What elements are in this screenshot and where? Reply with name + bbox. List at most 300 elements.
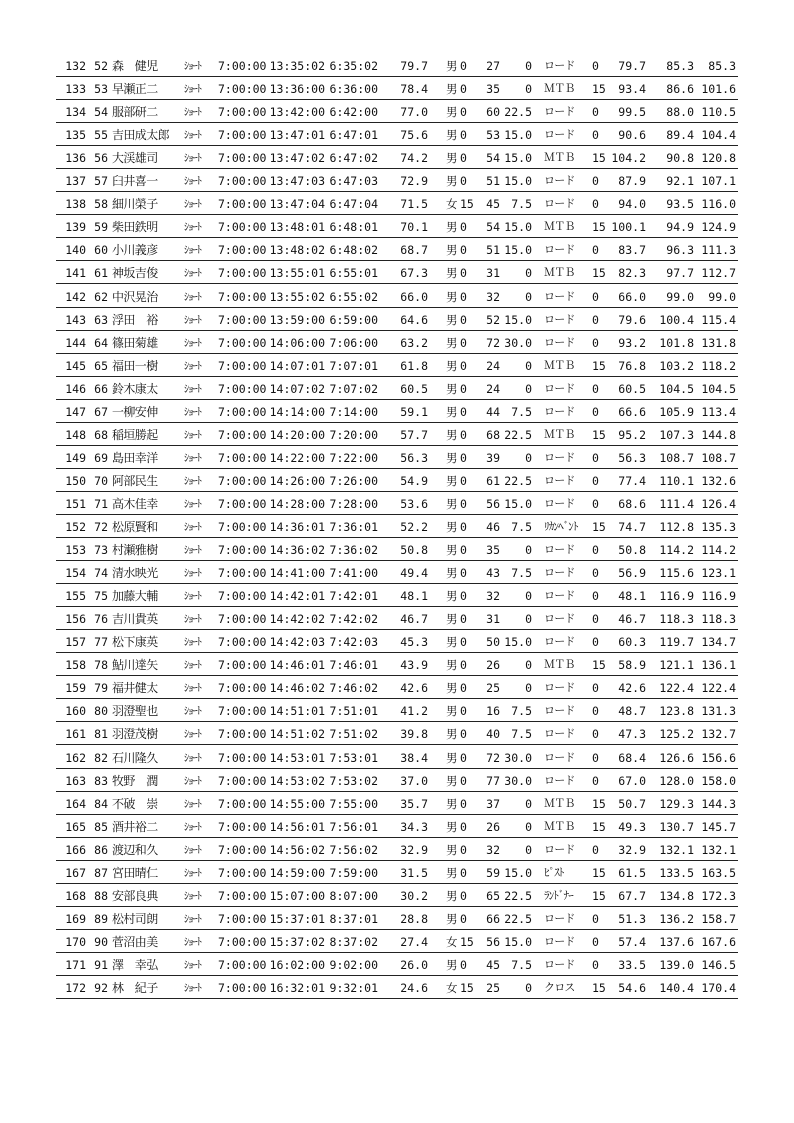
cell-record: 30.2 bbox=[400, 888, 428, 903]
cell-sex: 男 bbox=[446, 888, 458, 903]
cell-age-bonus: 0 bbox=[525, 819, 532, 834]
cell-age: 35 bbox=[486, 543, 500, 558]
cell-age: 44 bbox=[486, 404, 500, 419]
cell-age: 66 bbox=[486, 911, 500, 926]
cell-rank: 84 bbox=[94, 796, 108, 811]
cell-time: 7:51:01 bbox=[329, 704, 378, 719]
cell-start: 7:00:00 bbox=[218, 335, 267, 350]
cell-total: 120.8 bbox=[701, 151, 736, 166]
cell-total: 158.0 bbox=[701, 773, 736, 788]
cell-sex: 女 bbox=[446, 934, 458, 949]
cell-record: 41.2 bbox=[400, 704, 428, 719]
cell-time: 7:07:02 bbox=[329, 381, 378, 396]
cell-rank: 77 bbox=[94, 635, 108, 650]
cell-sex: 男 bbox=[446, 450, 458, 465]
cell-score-b: 123.8 bbox=[659, 704, 694, 719]
cell-rank: 87 bbox=[94, 865, 108, 880]
cell-rank: 67 bbox=[94, 404, 108, 419]
cell-age: 56 bbox=[486, 496, 500, 511]
cell-sex: 男 bbox=[446, 773, 458, 788]
cell-sex: 男 bbox=[446, 796, 458, 811]
cell-name: 松下康英 bbox=[112, 635, 158, 650]
cell-score-a: 82.3 bbox=[618, 266, 646, 281]
cell-name: 林 紀子 bbox=[112, 981, 158, 995]
cell-start: 7:00:00 bbox=[218, 543, 267, 558]
cell-time: 6:55:01 bbox=[329, 266, 378, 281]
cell-age-bonus: 15.0 bbox=[504, 934, 532, 949]
cell-total: 146.5 bbox=[701, 957, 736, 972]
table-row bbox=[56, 605, 738, 630]
cell-sex-bonus: 0 bbox=[460, 681, 467, 696]
cell-sex-bonus: 0 bbox=[460, 59, 467, 73]
cell-category: ｼｮｰﾄ bbox=[184, 152, 201, 165]
cell-total: 108.7 bbox=[701, 450, 736, 465]
cell-age-bonus: 15.0 bbox=[504, 312, 532, 327]
cell-category: ｼｮｰﾄ bbox=[184, 728, 201, 741]
cell-total: 163.5 bbox=[701, 865, 736, 880]
cell-start: 7:00:00 bbox=[218, 612, 267, 627]
cell-category: ｼｮｰﾄ bbox=[184, 958, 201, 971]
cell-overall-rank: 139 bbox=[65, 220, 86, 235]
cell-time: 6:35:02 bbox=[329, 59, 378, 73]
cell-bike: クロス bbox=[544, 981, 575, 994]
cell-start: 7:00:00 bbox=[218, 888, 267, 903]
cell-age-bonus: 7.5 bbox=[511, 704, 532, 719]
cell-score-b: 116.9 bbox=[659, 589, 694, 604]
cell-name: 高木佳幸 bbox=[112, 496, 158, 511]
cell-start: 7:00:00 bbox=[218, 243, 267, 258]
cell-total: 144.3 bbox=[701, 796, 736, 811]
cell-record: 67.3 bbox=[400, 266, 428, 281]
cell-total: 115.4 bbox=[701, 312, 736, 327]
table-row bbox=[56, 167, 738, 192]
cell-bike-bonus: 0 bbox=[592, 934, 599, 949]
cell-bike-bonus: 0 bbox=[592, 174, 599, 189]
cell-record: 52.2 bbox=[400, 520, 428, 534]
cell-record: 75.6 bbox=[400, 128, 428, 143]
cell-record: 38.4 bbox=[400, 750, 428, 765]
cell-score-a: 83.7 bbox=[618, 243, 646, 258]
cell-name: 菅沼由美 bbox=[112, 934, 158, 949]
cell-score-a: 99.5 bbox=[618, 105, 646, 120]
cell-sex: 男 bbox=[446, 566, 458, 581]
cell-bike: ＭＴＢ bbox=[544, 82, 575, 96]
cell-score-a: 104.2 bbox=[611, 151, 646, 166]
cell-age: 54 bbox=[486, 220, 500, 235]
cell-rank: 52 bbox=[94, 59, 108, 73]
cell-category: ｼｮｰﾄ bbox=[184, 544, 201, 557]
cell-sex-bonus: 0 bbox=[460, 128, 467, 143]
cell-name: 稲垣勝起 bbox=[112, 427, 158, 442]
cell-bike-bonus: 15 bbox=[592, 981, 606, 995]
cell-overall-rank: 150 bbox=[65, 473, 86, 488]
cell-score-a: 67.0 bbox=[618, 773, 646, 788]
cell-category: ｼｮｰﾄ bbox=[184, 497, 201, 510]
cell-sex-bonus: 0 bbox=[460, 658, 467, 673]
cell-time: 7:42:03 bbox=[329, 635, 378, 650]
cell-goal: 15:37:01 bbox=[269, 911, 325, 926]
cell-bike: ロード bbox=[544, 335, 575, 349]
cell-age-bonus: 7.5 bbox=[511, 957, 532, 972]
table-row bbox=[56, 398, 738, 423]
cell-sex-bonus: 15 bbox=[460, 981, 474, 995]
cell-time: 6:47:03 bbox=[329, 174, 378, 189]
cell-total: 123.1 bbox=[701, 566, 736, 581]
cell-bike-bonus: 0 bbox=[592, 289, 599, 304]
cell-bike-bonus: 0 bbox=[592, 957, 599, 972]
cell-sex: 男 bbox=[446, 381, 458, 396]
cell-sex: 女 bbox=[446, 981, 458, 995]
table-row bbox=[56, 352, 738, 377]
cell-name: 松原賢和 bbox=[112, 520, 158, 534]
cell-start: 7:00:00 bbox=[218, 289, 267, 304]
cell-age-bonus: 0 bbox=[525, 842, 532, 857]
cell-overall-rank: 141 bbox=[65, 266, 86, 281]
cell-score-a: 77.4 bbox=[618, 473, 646, 488]
cell-bike-bonus: 15 bbox=[592, 658, 606, 673]
cell-bike: ロード bbox=[544, 450, 575, 464]
cell-age: 32 bbox=[486, 589, 500, 604]
cell-age-bonus: 0 bbox=[525, 82, 532, 97]
table-row bbox=[56, 628, 738, 653]
table-row bbox=[56, 790, 738, 815]
cell-name: 森 健児 bbox=[112, 59, 158, 73]
cell-category: ｼｮｰﾄ bbox=[184, 336, 201, 349]
cell-time: 7:36:01 bbox=[329, 520, 378, 534]
cell-score-b: 111.4 bbox=[659, 496, 694, 511]
cell-overall-rank: 164 bbox=[65, 796, 86, 811]
cell-rank: 78 bbox=[94, 658, 108, 673]
cell-sex: 男 bbox=[446, 312, 458, 327]
cell-category: ｼｮｰﾄ bbox=[184, 659, 201, 672]
cell-score-b: 115.6 bbox=[659, 566, 694, 581]
cell-score-b: 92.1 bbox=[666, 174, 694, 189]
cell-score-b: 100.4 bbox=[659, 312, 694, 327]
cell-age: 25 bbox=[486, 681, 500, 696]
cell-record: 56.3 bbox=[400, 450, 428, 465]
cell-time: 7:56:01 bbox=[329, 819, 378, 834]
cell-age: 37 bbox=[486, 796, 500, 811]
cell-sex-bonus: 0 bbox=[460, 174, 467, 189]
cell-time: 7:36:02 bbox=[329, 543, 378, 558]
cell-bike: ロード bbox=[544, 404, 575, 418]
cell-age-bonus: 0 bbox=[525, 450, 532, 465]
cell-score-a: 68.6 bbox=[618, 496, 646, 511]
cell-score-a: 93.2 bbox=[618, 335, 646, 350]
cell-bike: ロード bbox=[544, 566, 575, 580]
cell-record: 70.1 bbox=[400, 220, 428, 235]
cell-age-bonus: 22.5 bbox=[504, 911, 532, 926]
cell-bike: ロード bbox=[544, 635, 575, 649]
cell-rank: 66 bbox=[94, 381, 108, 396]
cell-age: 77 bbox=[486, 773, 500, 788]
cell-age: 50 bbox=[486, 635, 500, 650]
cell-time: 8:37:02 bbox=[329, 934, 378, 949]
cell-name: 福井健太 bbox=[112, 681, 158, 696]
cell-bike-bonus: 0 bbox=[592, 243, 599, 258]
cell-rank: 81 bbox=[94, 727, 108, 742]
cell-bike: ＭＴＢ bbox=[544, 819, 575, 833]
cell-score-b: 93.5 bbox=[666, 197, 694, 212]
cell-time: 6:48:02 bbox=[329, 243, 378, 258]
cell-score-a: 56.9 bbox=[618, 566, 646, 581]
cell-start: 7:00:00 bbox=[218, 658, 267, 673]
cell-record: 72.9 bbox=[400, 174, 428, 189]
cell-age: 54 bbox=[486, 151, 500, 166]
cell-overall-rank: 149 bbox=[65, 450, 86, 465]
cell-age-bonus: 0 bbox=[525, 681, 532, 696]
cell-time: 7:07:01 bbox=[329, 358, 378, 373]
cell-record: 60.5 bbox=[400, 381, 428, 396]
cell-sex-bonus: 0 bbox=[460, 358, 467, 373]
cell-category: ｼｮｰﾄ bbox=[184, 935, 201, 948]
cell-goal: 13:42:00 bbox=[269, 105, 325, 120]
cell-record: 39.8 bbox=[400, 727, 428, 742]
cell-overall-rank: 147 bbox=[65, 404, 86, 419]
cell-bike: ロード bbox=[544, 681, 575, 695]
cell-score-a: 57.4 bbox=[618, 934, 646, 949]
cell-goal: 13:47:04 bbox=[269, 197, 325, 212]
cell-time: 6:55:02 bbox=[329, 289, 378, 304]
cell-age: 32 bbox=[486, 842, 500, 857]
cell-sex: 男 bbox=[446, 496, 458, 511]
cell-age-bonus: 15.0 bbox=[504, 220, 532, 235]
cell-bike-bonus: 0 bbox=[592, 105, 599, 120]
cell-bike: ロード bbox=[544, 612, 575, 626]
cell-age-bonus: 15.0 bbox=[504, 128, 532, 143]
cell-category: ｼｮｰﾄ bbox=[184, 290, 201, 303]
table-row bbox=[56, 582, 738, 607]
cell-bike: ロード bbox=[544, 59, 575, 72]
cell-name: 阿部民生 bbox=[112, 473, 158, 488]
cell-overall-rank: 144 bbox=[65, 335, 86, 350]
cell-time: 7:42:01 bbox=[329, 589, 378, 604]
cell-goal: 14:22:00 bbox=[269, 450, 325, 465]
cell-goal: 14:59:00 bbox=[269, 865, 325, 880]
cell-sex: 男 bbox=[446, 59, 458, 73]
cell-total: 116.9 bbox=[701, 589, 736, 604]
cell-overall-rank: 140 bbox=[65, 243, 86, 258]
cell-record: 61.8 bbox=[400, 358, 428, 373]
cell-bike-bonus: 0 bbox=[592, 450, 599, 465]
table-row bbox=[56, 144, 738, 169]
cell-score-b: 90.8 bbox=[666, 151, 694, 166]
cell-sex-bonus: 0 bbox=[460, 82, 467, 97]
cell-name: 澤 幸弘 bbox=[112, 957, 158, 972]
cell-overall-rank: 138 bbox=[65, 197, 86, 212]
cell-overall-rank: 137 bbox=[65, 174, 86, 189]
cell-score-b: 121.1 bbox=[659, 658, 694, 673]
cell-name: 渡辺和久 bbox=[112, 842, 158, 857]
cell-rank: 54 bbox=[94, 105, 108, 120]
cell-record: 35.7 bbox=[400, 796, 428, 811]
cell-bike-bonus: 15 bbox=[592, 151, 606, 166]
cell-score-b: 107.3 bbox=[659, 427, 694, 442]
cell-bike-bonus: 15 bbox=[592, 888, 606, 903]
cell-name: 服部研二 bbox=[112, 105, 158, 120]
cell-record: 46.7 bbox=[400, 612, 428, 627]
cell-overall-rank: 172 bbox=[65, 981, 86, 995]
cell-name: 吉川貴英 bbox=[112, 612, 158, 627]
cell-score-a: 74.7 bbox=[618, 520, 646, 534]
cell-sex-bonus: 0 bbox=[460, 335, 467, 350]
cell-rank: 60 bbox=[94, 243, 108, 258]
cell-goal: 14:51:02 bbox=[269, 727, 325, 742]
cell-age-bonus: 0 bbox=[525, 59, 532, 73]
cell-category: ｼｮｰﾄ bbox=[184, 705, 201, 718]
cell-sex: 男 bbox=[446, 704, 458, 719]
cell-age-bonus: 7.5 bbox=[511, 520, 532, 534]
cell-age: 46 bbox=[486, 520, 500, 534]
cell-start: 7:00:00 bbox=[218, 358, 267, 373]
cell-record: 71.5 bbox=[400, 197, 428, 212]
cell-bike: ＭＴＢ bbox=[544, 658, 575, 672]
cell-sex: 男 bbox=[446, 589, 458, 604]
cell-sex-bonus: 0 bbox=[460, 865, 467, 880]
cell-category: ｼｮｰﾄ bbox=[184, 428, 201, 441]
cell-rank: 58 bbox=[94, 197, 108, 212]
cell-bike: ロード bbox=[544, 842, 575, 856]
cell-sex: 男 bbox=[446, 128, 458, 143]
cell-score-b: 94.9 bbox=[666, 220, 694, 235]
cell-total: 167.6 bbox=[701, 934, 736, 949]
cell-sex-bonus: 0 bbox=[460, 566, 467, 581]
cell-record: 53.6 bbox=[400, 496, 428, 511]
cell-sex-bonus: 0 bbox=[460, 888, 467, 903]
cell-score-b: 132.1 bbox=[659, 842, 694, 857]
cell-bike-bonus: 15 bbox=[592, 266, 606, 281]
cell-age: 59 bbox=[486, 865, 500, 880]
cell-rank: 53 bbox=[94, 82, 108, 97]
cell-overall-rank: 171 bbox=[65, 957, 86, 972]
cell-age: 26 bbox=[486, 819, 500, 834]
cell-goal: 15:37:02 bbox=[269, 934, 325, 949]
cell-bike-bonus: 0 bbox=[592, 704, 599, 719]
cell-total: 104.5 bbox=[701, 381, 736, 396]
cell-goal: 13:36:00 bbox=[269, 82, 325, 97]
cell-goal: 15:07:00 bbox=[269, 888, 325, 903]
cell-name: 浮田 裕 bbox=[112, 312, 158, 327]
cell-age-bonus: 30.0 bbox=[504, 773, 532, 788]
cell-score-a: 42.6 bbox=[618, 681, 646, 696]
cell-rank: 57 bbox=[94, 174, 108, 189]
cell-record: 42.6 bbox=[400, 681, 428, 696]
cell-start: 7:00:00 bbox=[218, 589, 267, 604]
cell-rank: 64 bbox=[94, 335, 108, 350]
cell-goal: 14:07:02 bbox=[269, 381, 325, 396]
table-row bbox=[56, 75, 738, 100]
cell-age-bonus: 0 bbox=[525, 981, 532, 995]
cell-time: 8:37:01 bbox=[329, 911, 378, 926]
table-row bbox=[56, 951, 738, 976]
cell-sex: 男 bbox=[446, 658, 458, 673]
cell-start: 7:00:00 bbox=[218, 773, 267, 788]
cell-total: 118.3 bbox=[701, 612, 736, 627]
cell-rank: 83 bbox=[94, 773, 108, 788]
cell-bike-bonus: 0 bbox=[592, 312, 599, 327]
cell-time: 7:20:00 bbox=[329, 427, 378, 442]
cell-goal: 14:41:00 bbox=[269, 566, 325, 581]
cell-bike-bonus: 0 bbox=[592, 335, 599, 350]
cell-bike: ロード bbox=[544, 589, 575, 603]
cell-time: 7:46:01 bbox=[329, 658, 378, 673]
cell-time: 6:36:00 bbox=[329, 82, 378, 97]
cell-bike: ロード bbox=[544, 128, 575, 142]
table-row bbox=[56, 536, 738, 561]
cell-score-b: 104.5 bbox=[659, 381, 694, 396]
cell-name: 安部良典 bbox=[112, 888, 158, 903]
cell-overall-rank: 163 bbox=[65, 773, 86, 788]
cell-bike-bonus: 0 bbox=[592, 543, 599, 558]
cell-name: 羽澄聖也 bbox=[112, 704, 158, 719]
cell-total: 132.7 bbox=[701, 727, 736, 742]
cell-score-b: 129.3 bbox=[659, 796, 694, 811]
cell-score-b: 128.0 bbox=[659, 773, 694, 788]
cell-sex-bonus: 0 bbox=[460, 151, 467, 166]
cell-score-a: 50.8 bbox=[618, 543, 646, 558]
cell-category: ｼｮｰﾄ bbox=[184, 267, 201, 280]
cell-category: ｼｮｰﾄ bbox=[184, 682, 201, 695]
cell-time: 7:42:02 bbox=[329, 612, 378, 627]
cell-goal: 14:26:00 bbox=[269, 473, 325, 488]
cell-rank: 69 bbox=[94, 450, 108, 465]
cell-goal: 14:53:01 bbox=[269, 750, 325, 765]
cell-record: 59.1 bbox=[400, 404, 428, 419]
cell-bike-bonus: 0 bbox=[592, 589, 599, 604]
cell-age: 65 bbox=[486, 888, 500, 903]
cell-sex-bonus: 0 bbox=[460, 842, 467, 857]
cell-age-bonus: 22.5 bbox=[504, 105, 532, 120]
cell-goal: 14:46:02 bbox=[269, 681, 325, 696]
cell-rank: 89 bbox=[94, 911, 108, 926]
cell-age-bonus: 7.5 bbox=[511, 197, 532, 212]
cell-total: 118.2 bbox=[701, 358, 736, 373]
cell-name: 鮎川達矢 bbox=[112, 658, 158, 673]
cell-category: ｼｮｰﾄ bbox=[184, 636, 201, 649]
cell-age-bonus: 0 bbox=[525, 381, 532, 396]
cell-score-b: 108.7 bbox=[659, 450, 694, 465]
cell-start: 7:00:00 bbox=[218, 981, 267, 995]
cell-overall-rank: 152 bbox=[65, 520, 86, 534]
cell-age: 61 bbox=[486, 473, 500, 488]
cell-category: ｼｮｰﾄ bbox=[184, 106, 201, 119]
cell-overall-rank: 162 bbox=[65, 750, 86, 765]
cell-sex-bonus: 0 bbox=[460, 427, 467, 442]
cell-time: 8:07:00 bbox=[329, 888, 378, 903]
cell-age: 40 bbox=[486, 727, 500, 742]
cell-category: ｼｮｰﾄ bbox=[184, 60, 201, 72]
cell-score-b: 101.8 bbox=[659, 335, 694, 350]
cell-goal: 14:51:01 bbox=[269, 704, 325, 719]
cell-time: 7:59:00 bbox=[329, 865, 378, 880]
cell-total: 136.1 bbox=[701, 658, 736, 673]
cell-overall-rank: 142 bbox=[65, 289, 86, 304]
cell-category: ｼｮｰﾄ bbox=[184, 359, 201, 372]
cell-age-bonus: 0 bbox=[525, 289, 532, 304]
cell-name: 清水映光 bbox=[112, 566, 158, 581]
cell-overall-rank: 169 bbox=[65, 911, 86, 926]
cell-name: 柴田鉄明 bbox=[112, 220, 158, 235]
cell-sex: 男 bbox=[446, 289, 458, 304]
cell-goal: 13:55:01 bbox=[269, 266, 325, 281]
cell-goal: 13:47:01 bbox=[269, 128, 325, 143]
cell-bike: ﾘｶﾝﾍﾞﾝﾄ bbox=[544, 520, 578, 533]
cell-overall-rank: 155 bbox=[65, 589, 86, 604]
cell-time: 9:32:01 bbox=[329, 981, 378, 995]
cell-age-bonus: 7.5 bbox=[511, 404, 532, 419]
cell-category: ｼｮｰﾄ bbox=[184, 751, 201, 764]
cell-age: 35 bbox=[486, 82, 500, 97]
